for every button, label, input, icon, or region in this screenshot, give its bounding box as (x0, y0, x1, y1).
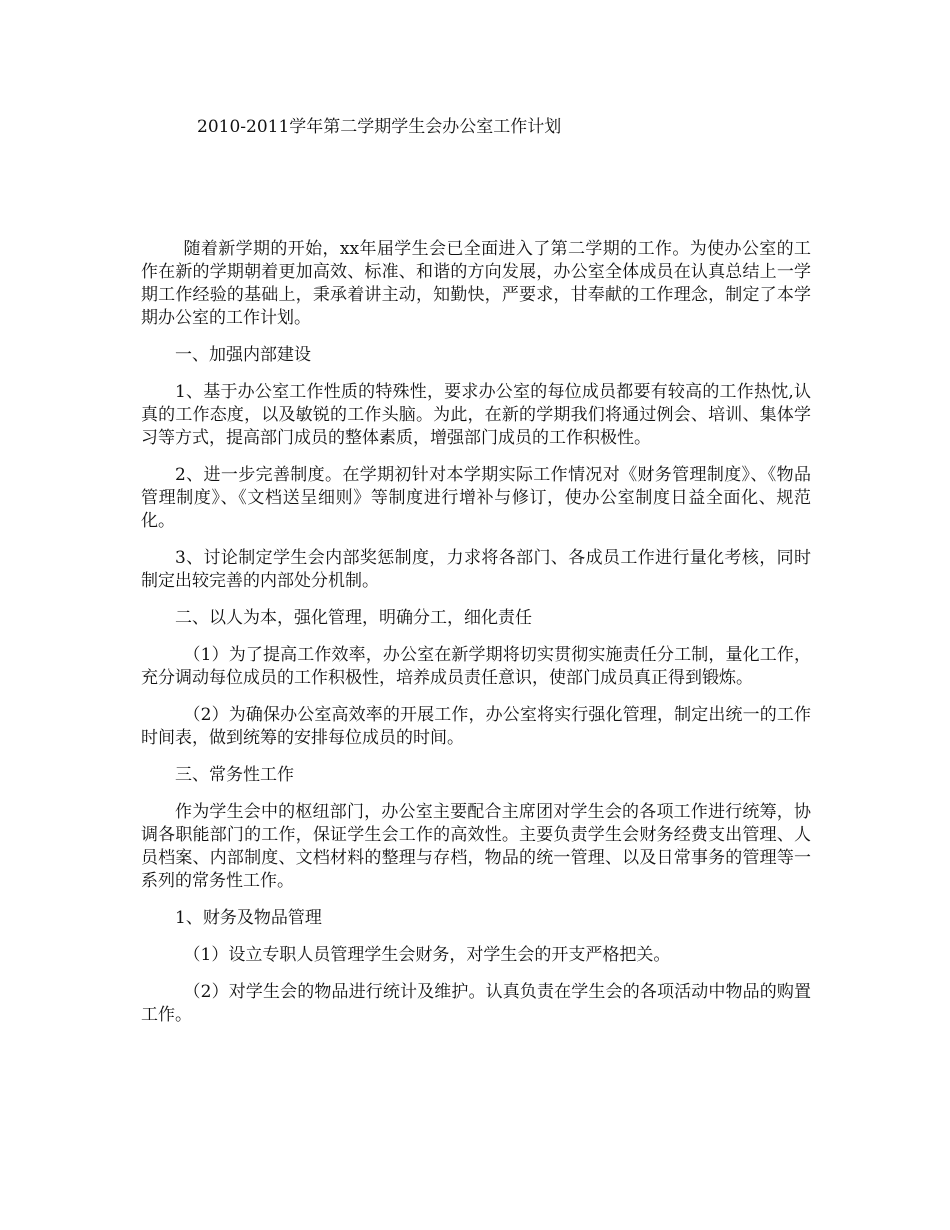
paragraph-1-2: 2、进一步完善制度。在学期初针对本学期实际工作情况对《财务管理制度》、《物品管理制度》、《文档送呈细则》等制度进行增补与修订，使办公室制度日益全面化、规范化。 (141, 465, 811, 531)
document-title: 2010-2011学年第二学期学生会办公室工作计划 (197, 117, 562, 137)
paragraph-2-1: （1）为了提高工作效率，办公室在新学期将切实贯彻实施责任分工制，量化工作，充分调动每位成员的工作积极性，培养成员责任意识，使部门成员真正得到锻炼。 (141, 645, 811, 688)
paragraph-3-1-1: （1）设立专职人员管理学生会财务，对学生会的开支严格把关。 (183, 945, 671, 965)
intro-paragraph: 随着新学期的开始，xx年届学生会已全面进入了第二学期的工作。为使办公室的工作在新的学期朝着更加高效、标准、和谐的方向发展，办公室全体成员在认真总结上一学期工作经验的基础上，秉承着讲主动，知勤快，严要求，甘奉献的工作理念，制定了本学期办公室的工作计划。 (141, 239, 811, 328)
subsection-heading-3-1: 1、财务及物品管理 (175, 908, 322, 928)
section-heading-2: 二、以人为本，强化管理，明确分工，细化责任 (175, 608, 532, 628)
paragraph-2-2: （2）为确保办公室高效率的开展工作，办公室将实行强化管理，制定出统一的工作时间表，做到统筹的安排每位成员的时间。 (141, 705, 811, 748)
paragraph-3-intro: 作为学生会中的枢纽部门，办公室主要配合主席团对学生会的各项工作进行统筹，协调各职能部门的工作，保证学生会工作的高效性。主要负责学生会财务经费支出管理、人员档案、内部制度、文档材料的整理与存档，物品的统一管理、以及日常事务的管理等一系列的常务性工作。 (141, 802, 811, 891)
paragraph-1-3: 3、讨论制定学生会内部奖惩制度，力求将各部门、各成员工作进行量化考核，同时制定出较完善的内部处分机制。 (141, 548, 811, 591)
section-heading-1: 一、加强内部建设 (175, 345, 311, 365)
document-body (141, 238, 811, 1041)
section-heading-3: 三、常务性工作 (175, 765, 294, 785)
paragraph-1-1: 1、基于办公室工作性质的特殊性，要求办公室的每位成员都要有较高的工作热忱,认真的工作态度，以及敏锐的工作头脑。为此，在新的学期我们将通过例会、培训、集体学习等方式，提高部门成员的整体素质，增强部门成员的工作积极性。 (141, 382, 811, 448)
paragraph-3-1-2: （2）对学生会的物品进行统计及维护。认真负责在学生会的各项活动中物品的购置工作。 (141, 982, 811, 1025)
